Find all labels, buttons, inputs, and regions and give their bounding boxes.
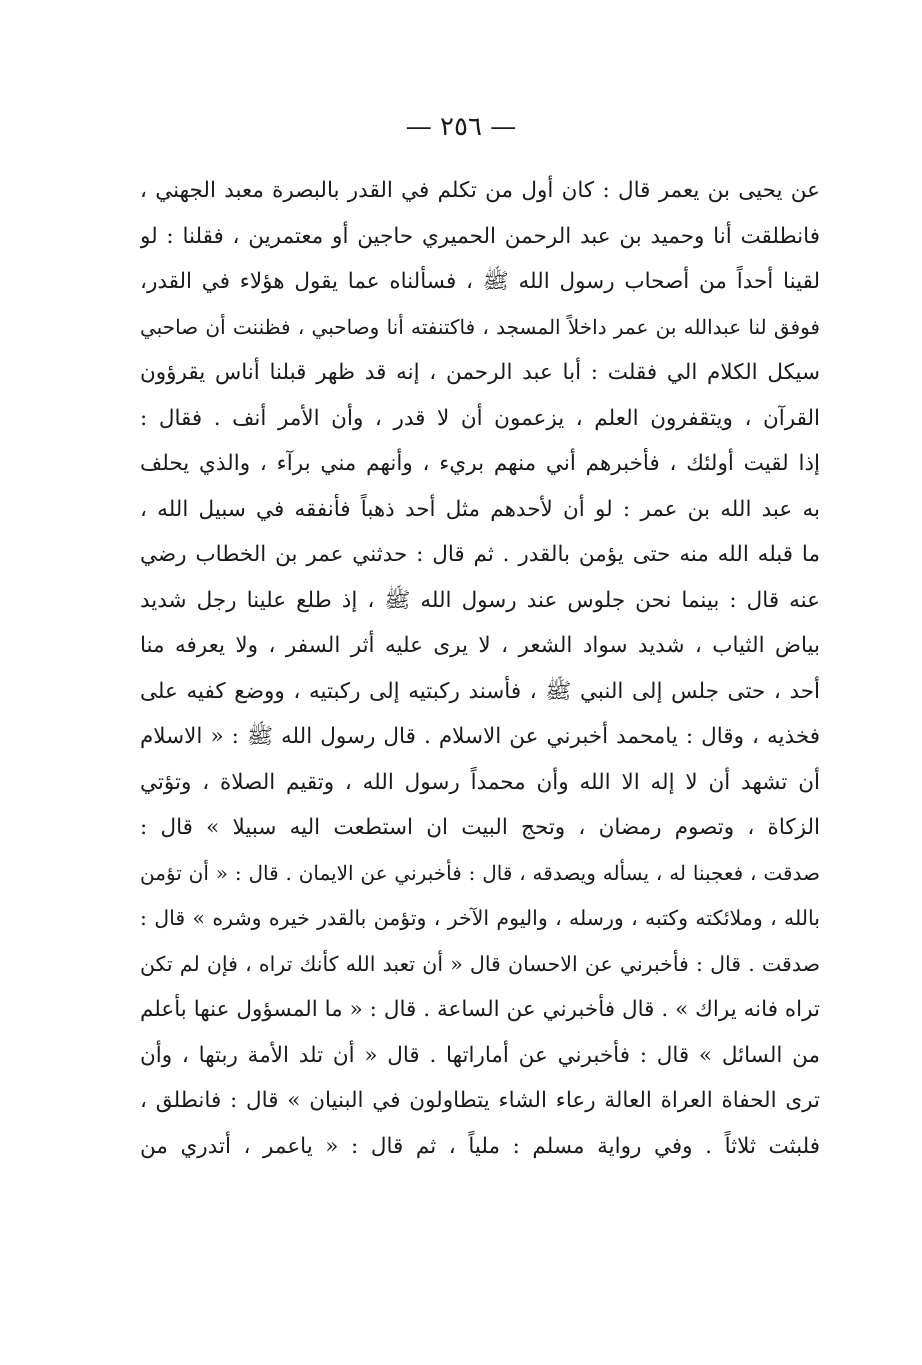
body-text [140, 168, 820, 1169]
text-line: لقينا أحداً من أصحاب رسول الله ﷺ ، فسألناه عما يقول هؤلاء في القدر، [140, 269, 820, 294]
text-line: من السائل » قال : فأخبرني عن أماراتها . قال « أن تلد الأمة ربتها ، وأن [140, 1042, 820, 1068]
text-line: سيكل الكلام الي فقلت : أبا عبد الرحمن ، إنه قد ظهر قبلنا أناس يقرؤون [140, 360, 820, 385]
text-line: القرآن ، ويتقفرون العلم ، يزعمون أن لا قدر ، وأن الأمر أنف . فقال : [140, 405, 820, 431]
text-line: عن يحيى بن يعمر قال : كان أول من تكلم في القدر بالبصرة معبد الجهني ، [140, 178, 820, 203]
text-line: صدقت . قال : فأخبرني عن الاحسان قال « أن تعبد الله كأنك تراه ، فإن لم تكن [140, 951, 820, 976]
text-line: تراه فانه يراك » . قال فأخبرني عن الساعة . قال : « ما المسؤول عنها بأعلم [140, 997, 820, 1022]
text-line: بالله ، وملائكته وكتبه ، ورسله ، واليوم الآخر ، وتؤمن بالقدر خيره وشره » قال : [140, 906, 820, 930]
text-line: بياض الثياب ، شديد سواد الشعر ، لا يرى عليه أثر السفر ، ولا يعرفه منا [140, 633, 820, 658]
text-line: إذا لقيت أولئك ، فأخبرهم أني منهم بريء ، وأنهم مني برآء ، والذي يحلف [140, 451, 820, 476]
text-line: عنه قال : بينما نحن جلوس عند رسول الله ﷺ ، إذ طلع علينا رجل شديد [140, 587, 820, 613]
text-line: فوفق لنا عبدالله بن عمر داخلاً المسجد ، فاكتنفته أنا وصاحبي ، فظننت أن صاحبي [140, 314, 820, 339]
text-line: فلبثت ثلاثاً . وفي رواية مسلم : ملياً ، ثم قال : « ياعمر ، أتدري من [140, 1133, 820, 1159]
text-line: صدقت ، فعجبنا له ، يسأله ويصدقه ، قال : فأخبرني عن الايمان . قال : « أن تؤمن [140, 860, 820, 885]
page-number: — ٢٥٦ — [405, 112, 517, 142]
text-line: فانطلقت أنا وحميد بن عبد الرحمن الحميري حاجين أو معتمرين ، فقلنا : لو [140, 223, 820, 249]
text-line: أن تشهد أن لا إله الا الله وأن محمداً رسول الله ، وتقيم الصلاة ، وتؤتي [140, 769, 820, 795]
text-line: أحد ، حتى جلس إلى النبي ﷺ ، فأسند ركبتيه إلى ركبتيه ، ووضع كفيه على [140, 678, 820, 704]
text-line: ما قبله الله منه حتى يؤمن بالقدر . ثم قال : حدثني عمر بن الخطاب رضي [140, 542, 820, 567]
text-line: الزكاة ، وتصوم رمضان ، وتحج البيت ان استطعت اليه سبيلا » قال : [140, 815, 820, 840]
text-line: ترى الحفاة العراة العالة رعاء الشاء يتطاولون في البنيان » قال : فانطلق ، [140, 1088, 820, 1113]
text-line: فخذيه ، وقال : يامحمد أخبرني عن الاسلام . قال رسول الله ﷺ : « الاسلام [140, 724, 820, 749]
text-line: به عبد الله بن عمر : لو أن لأحدهم مثل أحد ذهباً فأنفقه في سبيل الله ، [140, 496, 820, 522]
